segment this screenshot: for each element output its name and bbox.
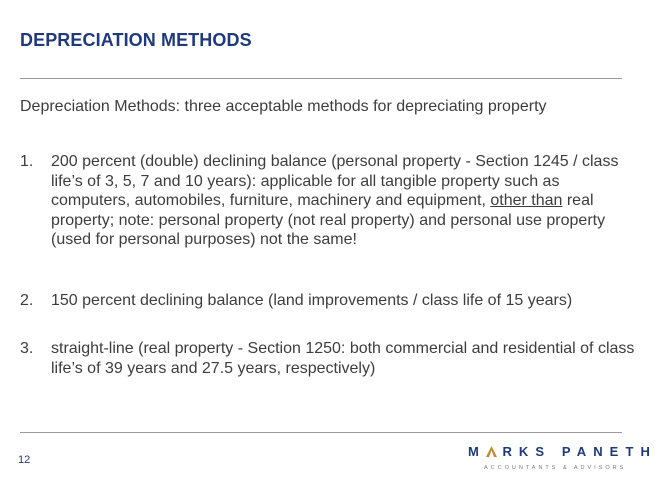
- page-number: 12: [18, 454, 31, 466]
- company-logo: [468, 444, 657, 471]
- underlined-phrase: other than: [490, 192, 563, 209]
- list-number: 2.: [20, 292, 34, 309]
- intro-text: Depreciation Methods: three acceptable methods for depreciating property: [20, 98, 547, 115]
- list-item-text: [51, 152, 635, 250]
- list-item-text-before: 200 percent (double) declining balance (personal property - Section 1245 / class life’s of 3, 5, 7 and 10 years): applicable for all tangible property such as computers, automobiles, furniture, machinery and equipment,: [51, 153, 619, 209]
- slide-title: DEPRECIATION METHODS: [20, 30, 252, 50]
- list-item-text: straight-line (real property - Section 1250: both commercial and residential of class life’s of 39 years and 27.5 years, respectively): [51, 340, 635, 377]
- list-item-text-after: real property; note: personal property (not real property) and personal use property (used for personal purposes) not the same!: [51, 192, 606, 248]
- list-item-3: [20, 339, 635, 378]
- list-item-1: [20, 152, 635, 250]
- list-number: 1.: [20, 153, 34, 170]
- top-divider: [20, 78, 622, 79]
- logo-m: M: [468, 444, 486, 459]
- list-item-text: 150 percent declining balance (land improvements / class life of 15 years): [51, 292, 573, 309]
- bottom-divider: [20, 432, 622, 433]
- list-item-2: [20, 291, 635, 311]
- logo-name-rest: RKS PANETH: [502, 444, 657, 459]
- logo-a-icon: [486, 444, 503, 459]
- logo-tagline: ACCOUNTANTS & ADVISORS: [484, 465, 627, 471]
- list-number: 3.: [20, 340, 34, 357]
